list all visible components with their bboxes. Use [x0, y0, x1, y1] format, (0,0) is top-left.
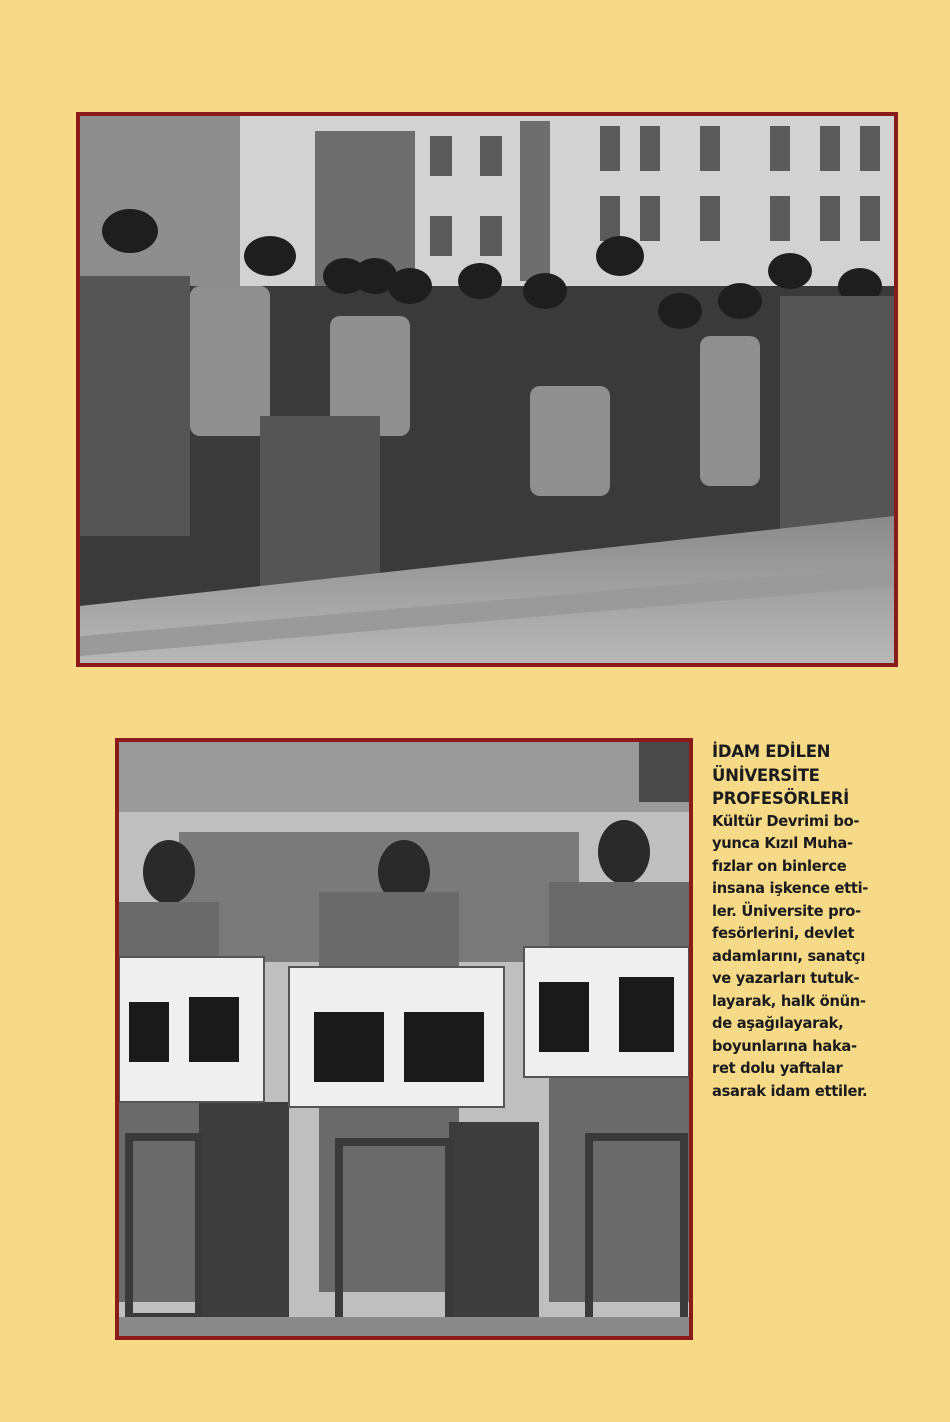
photo-bottom-image: [119, 742, 689, 1336]
caption-body-line: ret dolu yaftalar: [712, 1060, 843, 1077]
caption-title-line: İDAM EDİLEN: [712, 742, 831, 761]
photo-top-image: [80, 116, 894, 663]
caption-body-line: Kültür Devrimi bo-: [712, 812, 860, 830]
professors-with-placards-photo: [115, 738, 693, 1340]
caption-body-line: ve yazarları tutuk-: [712, 970, 860, 987]
caption-body-line: asarak idam ettiler.: [712, 1082, 868, 1100]
caption-body-line: layarak, halk önün-: [712, 992, 866, 1010]
caption-body-line: yunca Kızıl Muha-: [712, 835, 853, 852]
caption-body-line: ler. Üniversite pro-: [712, 902, 861, 920]
caption-title-line: PROFESÖRLERİ: [712, 789, 850, 808]
caption-title-line: ÜNİVERSİTE: [712, 765, 820, 785]
caption-body-line: insana işkence etti-: [712, 880, 869, 897]
caption-body-line: adamlarını, sanatçı: [712, 947, 866, 965]
caption-body-line: fızlar on binlerce: [712, 857, 847, 875]
caption-body-line: fesörlerini, devlet: [712, 925, 855, 942]
caption-body: [712, 811, 937, 1104]
caption: [712, 740, 937, 1103]
caption-body-line: boyunlarına haka-: [712, 1037, 857, 1055]
caption-body-line: de aşağılayarak,: [712, 1015, 844, 1032]
caption-title: [712, 740, 937, 811]
red-guards-public-humiliation-photo: [76, 112, 898, 667]
